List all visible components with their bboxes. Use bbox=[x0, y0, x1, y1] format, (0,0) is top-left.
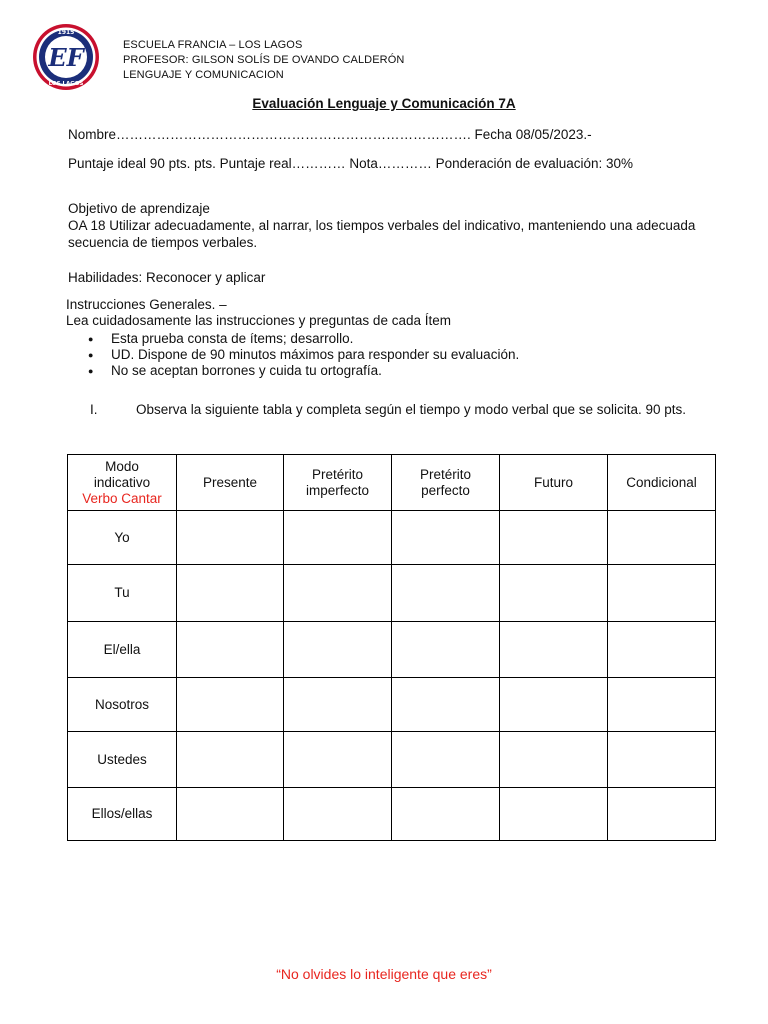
table-header-row bbox=[68, 455, 716, 511]
answer-cell[interactable] bbox=[500, 678, 608, 732]
instructions-heading: Instrucciones Generales. – bbox=[66, 297, 227, 312]
answer-cell[interactable] bbox=[177, 678, 284, 732]
teacher-name: PROFESOR: GILSON SOLÍS DE OVANDO CALDERÓN bbox=[123, 54, 405, 66]
answer-cell[interactable] bbox=[284, 565, 392, 622]
instructions-list bbox=[88, 331, 519, 379]
answer-cell[interactable] bbox=[500, 788, 608, 841]
answer-cell[interactable] bbox=[392, 511, 500, 565]
verb-conjugation-table bbox=[67, 454, 716, 841]
answer-cell[interactable] bbox=[284, 788, 392, 841]
answer-cell[interactable] bbox=[177, 732, 284, 788]
school-name: ESCUELA FRANCIA – LOS LAGOS bbox=[123, 39, 303, 51]
answer-cell[interactable] bbox=[500, 565, 608, 622]
column-header-presente: Presente bbox=[177, 455, 284, 511]
column-header-preterito-perfecto: Pretérito perfecto bbox=[392, 455, 500, 511]
table-row bbox=[68, 622, 716, 678]
answer-cell[interactable] bbox=[608, 565, 716, 622]
answer-cell[interactable] bbox=[392, 788, 500, 841]
answer-cell[interactable] bbox=[177, 788, 284, 841]
section-instruction: Observa la siguiente tabla y completa según el tiempo y modo verbal que se solicita. 90 pts. bbox=[136, 402, 687, 417]
column-header-preterito-imperfecto: Pretérito imperfecto bbox=[284, 455, 392, 511]
objective-text: OA 18 Utilizar adecuadamente, al narrar, los tiempos verbales del indicativo, manteniendo una adecuada secuencia de tiempos verbales. bbox=[68, 218, 696, 250]
answer-cell[interactable] bbox=[392, 622, 500, 678]
corner-label: indicativo bbox=[93, 474, 151, 490]
table-corner-cell bbox=[68, 455, 177, 511]
answer-cell[interactable] bbox=[284, 511, 392, 565]
section-number: I. bbox=[90, 402, 98, 417]
answer-cell[interactable] bbox=[500, 511, 608, 565]
answer-cell[interactable] bbox=[284, 678, 392, 732]
answer-cell[interactable] bbox=[177, 565, 284, 622]
answer-cell[interactable] bbox=[392, 678, 500, 732]
answer-cell[interactable] bbox=[392, 565, 500, 622]
answer-cell[interactable] bbox=[177, 622, 284, 678]
answer-cell[interactable] bbox=[284, 732, 392, 788]
list-item: ● Esta prueba consta de ítems; desarrollo. bbox=[88, 331, 519, 347]
logo-year: 1915 bbox=[57, 29, 75, 36]
table-row bbox=[68, 788, 716, 841]
table-row bbox=[68, 565, 716, 622]
answer-cell[interactable] bbox=[608, 622, 716, 678]
corner-label: Modo bbox=[105, 458, 139, 474]
row-label: Yo bbox=[68, 511, 177, 565]
instructions-intro: Lea cuidadosamente las instrucciones y preguntas de cada Ítem bbox=[66, 313, 451, 328]
row-label: Nosotros bbox=[68, 678, 177, 732]
verb-label: Verbo Cantar bbox=[82, 490, 162, 506]
answer-cell[interactable] bbox=[608, 732, 716, 788]
row-label: Ustedes bbox=[68, 732, 177, 788]
name-date-line: Nombre……………………………………………………………………. Fecha 08/05/2023.- bbox=[68, 127, 592, 142]
answer-cell[interactable] bbox=[608, 511, 716, 565]
column-header-condicional: Condicional bbox=[608, 455, 716, 511]
school-crest-icon bbox=[31, 22, 101, 92]
list-item: ● UD. Dispone de 90 minutos máximos para responder su evaluación. bbox=[88, 347, 519, 363]
table-row bbox=[68, 732, 716, 788]
answer-cell[interactable] bbox=[608, 788, 716, 841]
instructions-section bbox=[66, 297, 716, 329]
answer-cell[interactable] bbox=[392, 732, 500, 788]
column-header-futuro: Futuro bbox=[500, 455, 608, 511]
skills-line: Habilidades: Reconocer y aplicar bbox=[68, 270, 266, 285]
table-row bbox=[68, 678, 716, 732]
table-row bbox=[68, 511, 716, 565]
row-label: El/ella bbox=[68, 622, 177, 678]
objective-section bbox=[68, 200, 718, 251]
list-item: ● No se aceptan borrones y cuida tu ortografía. bbox=[88, 363, 519, 379]
document-title: Evaluación Lenguaje y Comunicación 7A bbox=[252, 96, 516, 111]
logo-place: LOS LAGOS bbox=[48, 81, 84, 87]
footer-quote: “No olvides lo inteligente que eres” bbox=[276, 966, 492, 982]
school-header bbox=[123, 38, 404, 83]
row-label: Ellos/ellas bbox=[68, 788, 177, 841]
objective-heading: Objetivo de aprendizaje bbox=[68, 201, 210, 216]
answer-cell[interactable] bbox=[284, 622, 392, 678]
answer-cell[interactable] bbox=[608, 678, 716, 732]
answer-cell[interactable] bbox=[177, 511, 284, 565]
answer-cell[interactable] bbox=[500, 732, 608, 788]
subject-name: LENGUAJE Y COMUNICACION bbox=[123, 69, 284, 81]
row-label: Tu bbox=[68, 565, 177, 622]
logo-initials: EF bbox=[48, 43, 84, 72]
answer-cell[interactable] bbox=[500, 622, 608, 678]
score-line: Puntaje ideal 90 pts. pts. Puntaje real………… Nota………… Ponderación de evaluación: 30% bbox=[68, 156, 634, 171]
